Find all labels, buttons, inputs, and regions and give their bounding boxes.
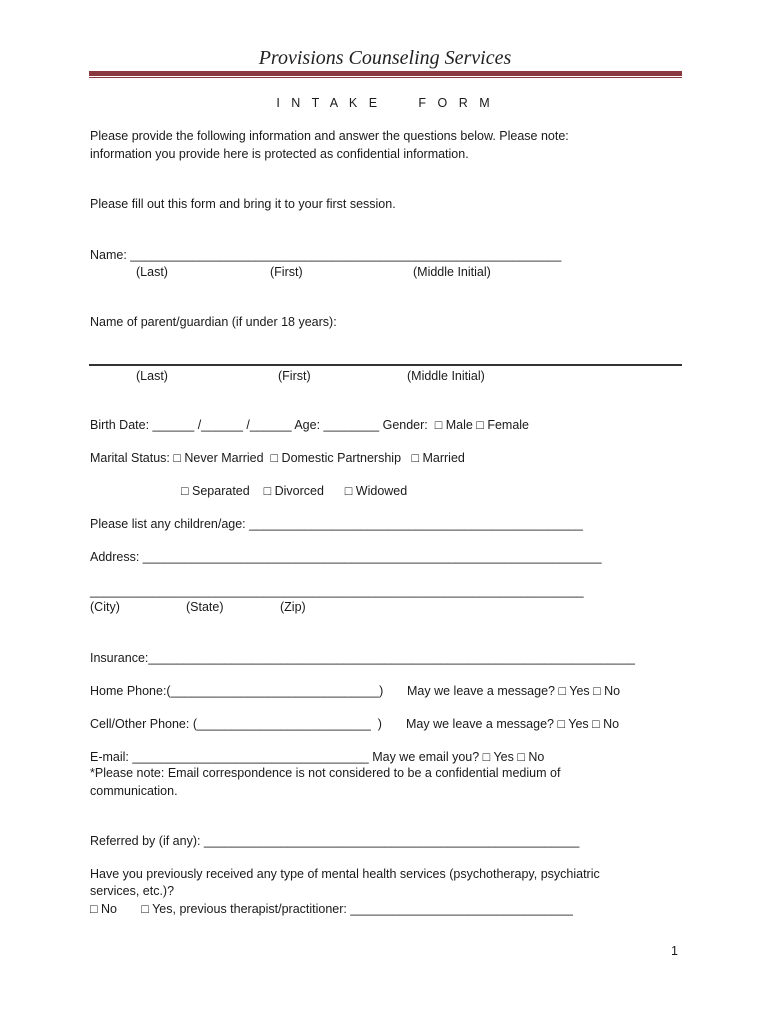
guardian-label: Name of parent/guardian (if under 18 years): xyxy=(90,315,337,329)
email-note-line-1: *Please note: Email correspondence is not considered to be a confidential medium of xyxy=(90,766,561,780)
guardian-last-caption: (Last) xyxy=(136,369,168,383)
intro-line-1: Please provide the following information and answer the questions below. Please note: xyxy=(90,129,569,143)
address-field[interactable]: Address: __________________________________________________________________ xyxy=(90,550,602,564)
intro-line-2: information you provide here is protected as confidential information. xyxy=(90,147,469,161)
marital-status-row-2[interactable]: □ Separated □ Divorced □ Widowed xyxy=(181,484,408,498)
email-note-line-2: communication. xyxy=(90,784,178,798)
previous-services-question-2: services, etc.)? xyxy=(90,884,175,898)
cell-phone-message-option[interactable]: May we leave a message? □ Yes □ No xyxy=(406,717,620,731)
instruction: Please fill out this form and bring it to your first session. xyxy=(90,197,396,211)
header-rule xyxy=(89,71,682,76)
form-title: I N T A K E F O R M xyxy=(276,96,494,110)
referred-by-field[interactable]: Referred by (if any): ______________________________________________________ xyxy=(90,834,580,848)
page-title: Provisions Counseling Services xyxy=(258,47,512,69)
email-field[interactable]: E-mail: __________________________________ May we email you? □ Yes □ No xyxy=(90,750,545,764)
name-middle-caption: (Middle Initial) xyxy=(413,265,491,279)
guardian-first-caption: (First) xyxy=(278,369,311,383)
home-phone-message-option[interactable]: May we leave a message? □ Yes □ No xyxy=(407,684,621,698)
children-field[interactable]: Please list any children/age: ________________________________________________ xyxy=(90,517,583,531)
header-rule-thin xyxy=(89,77,682,78)
cell-phone-field[interactable]: Cell/Other Phone: (_________________________ ) xyxy=(90,717,382,731)
address-state-caption: (State) xyxy=(186,600,224,614)
guardian-middle-caption: (Middle Initial) xyxy=(407,369,485,383)
page-number: 1 xyxy=(671,944,678,958)
name-last-caption: (Last) xyxy=(136,265,168,279)
name-field[interactable]: Name: ______________________________________________________________ xyxy=(90,248,562,262)
guardian-name-line[interactable] xyxy=(89,364,682,366)
marital-status-row-1[interactable]: Marital Status: □ Never Married □ Domestic Partnership □ Married xyxy=(90,451,465,465)
address-city-caption: (City) xyxy=(90,600,120,614)
name-first-caption: (First) xyxy=(270,265,303,279)
address-zip-caption: (Zip) xyxy=(280,600,306,614)
birth-date-age-gender-field[interactable]: Birth Date: ______ /______ /______ Age: ________ Gender: □ Male □ Female xyxy=(90,418,530,432)
home-phone-field[interactable]: Home Phone:(______________________________) xyxy=(90,684,384,698)
insurance-field[interactable]: Insurance:______________________________________________________________________ xyxy=(90,651,636,665)
previous-services-options[interactable]: □ No □ Yes, previous therapist/practitioner: ________________________________ xyxy=(90,902,573,916)
address-line-2[interactable]: _______________________________________________________________________ xyxy=(90,584,584,598)
previous-services-question-1: Have you previously received any type of mental health services (psychotherapy, psychiatric xyxy=(90,867,600,881)
